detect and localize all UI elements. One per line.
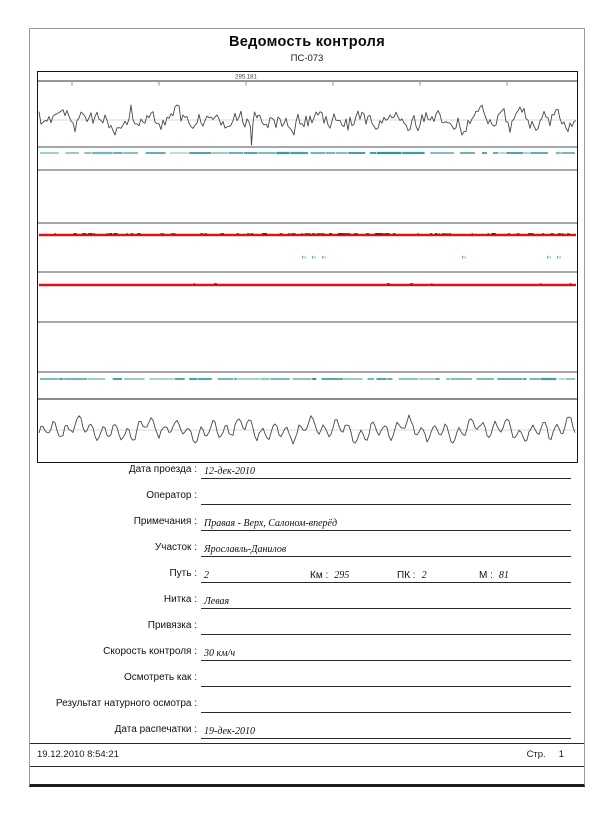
form-row	[30, 531, 584, 557]
field-value-line	[201, 666, 571, 687]
field-value-line	[201, 692, 571, 713]
field-label: Привязка :	[147, 620, 197, 631]
recorder-strip-plot	[38, 72, 577, 462]
field-extra	[310, 570, 349, 581]
report-form	[30, 453, 584, 739]
field-label: Дата проезда :	[128, 464, 197, 475]
form-row	[30, 505, 584, 531]
report-title: Ведомость контроля	[229, 34, 385, 50]
field-value: Правая - Верх, Салоном-вперёд	[204, 518, 338, 529]
field-value-line	[201, 562, 571, 583]
field-value-line	[201, 614, 571, 635]
field-value: 2	[204, 570, 209, 581]
field-label: Нитка :	[163, 594, 197, 605]
form-row	[30, 453, 584, 479]
report-page	[29, 28, 585, 787]
field-value: 30 км/ч	[204, 648, 236, 659]
recorder-strip	[37, 71, 578, 463]
extra-label: М :	[479, 570, 493, 581]
field-label: Результат натурного осмотра :	[55, 698, 197, 709]
field-label: Скорость контроля :	[103, 646, 197, 657]
field-extra	[479, 570, 509, 581]
report-subtitle: ПС-073	[290, 53, 324, 64]
field-value-line	[201, 484, 571, 505]
field-label: Примечания :	[133, 516, 197, 527]
field-extra	[397, 570, 427, 581]
print-timestamp: 19.12.2010 8:54:21	[37, 749, 119, 760]
svg-text:295.181: 295.181	[235, 74, 257, 81]
field-value: Левая	[204, 596, 230, 607]
field-label: Путь :	[169, 568, 197, 579]
form-row	[30, 557, 584, 583]
extra-label: Км :	[310, 570, 329, 581]
field-value: Ярославль-Данилов	[204, 544, 287, 555]
field-value-line	[201, 536, 571, 557]
page-indicator	[527, 749, 564, 760]
field-label: Оператор :	[146, 490, 197, 501]
extra-label: ПК :	[397, 570, 416, 581]
field-value-line	[201, 510, 571, 531]
page-label: Стр.	[526, 749, 546, 760]
report-footer	[30, 743, 584, 767]
field-value-line	[201, 640, 571, 661]
form-row	[30, 635, 584, 661]
page-number: 1	[558, 749, 564, 760]
field-value: 19-дек-2010	[204, 726, 255, 737]
form-row	[30, 479, 584, 505]
field-label: Осмотреть как :	[123, 672, 197, 683]
form-row	[30, 583, 584, 609]
form-row	[30, 713, 584, 739]
field-value-line	[201, 718, 571, 739]
field-value-line	[201, 458, 571, 479]
form-row	[30, 609, 584, 635]
form-row	[30, 661, 584, 687]
extra-value: 2	[421, 570, 427, 581]
extra-value: 295	[334, 570, 350, 581]
extra-value: 81	[498, 570, 509, 581]
field-label: Участок :	[154, 542, 197, 553]
form-row	[30, 687, 584, 713]
field-label: Дата распечатки :	[114, 724, 197, 735]
field-value-line	[201, 588, 571, 609]
field-value: 12-дек-2010	[204, 466, 255, 477]
